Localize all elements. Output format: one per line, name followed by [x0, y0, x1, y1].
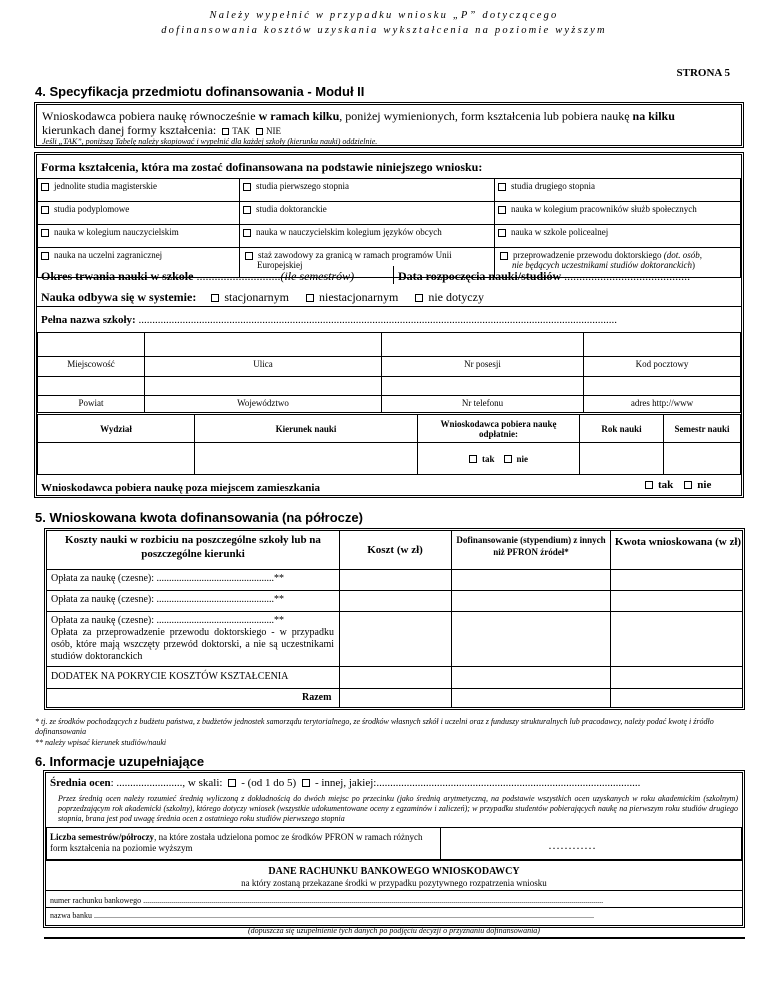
checkbox[interactable] [243, 183, 251, 191]
average-note: Przez średnią ocen należy rozumieć średnią wyliczoną z dokładnością do dwóch miejsc po przecinku (jako średnią arytmetyczną, na podstawie wszystkich ocen uzyskanych w roku akademickim (szkolnym) poprzedzającym rok akademicki (szkolny), którego dotyczy wniosek (wszystkie udokumentowane oceny z egzaminów i zaliczeń); w przypadku studentów pobierających naukę na pierwszym roku studiów drugiego stopnia, brana jest pod uwagę średnia ocen z ostatniego roku studiów pierwszego stopnia [58, 794, 738, 823]
bank-subtitle: na który zostaną przekazane środki w przypadku pozytywnego rozpatrzenia wniosku [241, 878, 547, 888]
fee-row[interactable]: Opłata za naukę (czesne): ...............................................** [51, 573, 284, 584]
section6-title: 6. Informacje uzupełniające [35, 754, 205, 769]
address-label: Nr telefonu [382, 396, 584, 413]
system-stacjonarny-checkbox[interactable] [211, 294, 219, 302]
away-nie-checkbox[interactable] [684, 481, 692, 489]
col-header-cost: Koszt (w zł) [367, 544, 423, 556]
form-options-grid [37, 178, 741, 278]
checkbox[interactable] [498, 183, 506, 191]
col-header-costs: Koszty nauki w rozbiciu na poszczególne szkoły lub na poszczególne kierunki [65, 534, 321, 560]
address-label: adres http://www [584, 396, 741, 413]
average-row[interactable]: Średnia ocen: ........................, w skali: - (od 1 do 5) - innej, jakiej:................................................................................................ [50, 777, 641, 789]
address-label: Województwo [145, 396, 382, 413]
system-niestacjonarny-checkbox[interactable] [306, 294, 314, 302]
form-option[interactable]: nauka w szkole policealnej [495, 225, 741, 248]
form-option[interactable]: przeprowadzenie przewodu doktorskiego (dot. osób, nie będących uczestnikami studiów doktoranckich) [495, 248, 741, 278]
dept-label: Semestr nauki [664, 415, 741, 443]
intro-tak-checkbox[interactable] [222, 128, 229, 135]
checkbox[interactable] [41, 183, 49, 191]
footnote-2: ** należy wpisać kierunek studiów/nauki [35, 738, 167, 747]
form-option[interactable]: nauka na uczelni zagranicznej [38, 248, 240, 278]
away-options: tak nie [645, 479, 711, 491]
form-option[interactable]: nauka w kolegium pracowników służb społecznych [495, 202, 741, 225]
address-grid [37, 332, 741, 413]
semesters-value[interactable]: ………… [548, 838, 596, 852]
system-nie-dotyczy-checkbox[interactable] [415, 294, 423, 302]
intro-nie-checkbox[interactable] [256, 128, 263, 135]
address-label: Miejscowość [38, 357, 145, 377]
away-label: Wnioskodawca pobiera naukę poza miejscem zamieszkania [41, 482, 320, 494]
checkbox[interactable] [498, 206, 506, 214]
address-label: Powiat [38, 396, 145, 413]
start-date-field[interactable]: Data rozpoczęcia nauki/studiów .......................................... [398, 269, 691, 283]
footnote-1: * tj. ze środków pochodzących z budżetu państwa, z budżetów jednostek samorządu terytorialnego, ze środków własnych szkół i uczelni oraz z funduszy strukturalnych lub pracodawcy, należy podać kwotę i źródło dofinansowania [35, 717, 714, 736]
paid-nie-checkbox[interactable] [504, 455, 512, 463]
address-label: Nr posesji [382, 357, 584, 377]
total-label: Razem [302, 692, 332, 703]
checkbox[interactable] [500, 252, 508, 260]
section4-note: Jeśli „TAK”, poniższą Tabelę należy skopiować i wypełnić dla każdej szkoły (kierunku nauki) oddzielnie. [42, 137, 378, 146]
form-option[interactable]: jednolite studia magisterskie [38, 179, 240, 202]
section4-title: 4. Specyfikacja przedmiotu dofinansowania - Moduł II [35, 84, 365, 99]
account-number-field[interactable]: numer rachunku bankowego ...................................................................................................................................................................................................................................... [50, 896, 604, 905]
col-header-requested: Kwota wnioskowana (w zł) [614, 536, 742, 548]
col-header-other-funding: Dofinansowanie (stypendium) z innych niż PFRON źródeł* [456, 535, 606, 557]
fee-row-doctoral: Opłata za przeprowadzenie przewodu doktorskiego - w przypadku osób, które mają wszczęty przewód doktorski, a nie są uczestnikami studiów doktoranckich [51, 627, 334, 662]
department-grid [37, 414, 741, 475]
page-number: STRONA 5 [676, 67, 730, 79]
dept-label: Wnioskodawca pobiera naukę odpłatnie: [418, 415, 580, 443]
address-label: Ulica [145, 357, 382, 377]
away-tak-checkbox[interactable] [645, 481, 653, 489]
form-option[interactable]: nauka w kolegium nauczycielskim [38, 225, 240, 248]
dept-label: Rok nauki [580, 415, 664, 443]
address-label: Kod pocztowy [584, 357, 741, 377]
form-option[interactable]: studia drugiego stopnia [495, 179, 741, 202]
dept-label: Wydział [38, 415, 195, 443]
bank-title: DANE RACHUNKU BANKOWEGO WNIOSKODAWCY [268, 866, 520, 877]
section4-intro-box [34, 102, 744, 148]
form-option[interactable]: studia pierwszego stopnia [240, 179, 495, 202]
checkbox[interactable] [243, 206, 251, 214]
system-row: Nauka odbywa się w systemie: stacjonarnym niestacjonarnym nie dotyczy [41, 290, 484, 304]
paid-tak-checkbox[interactable] [469, 455, 477, 463]
checkbox[interactable] [41, 252, 49, 260]
school-name-field[interactable]: Pełna nazwa szkoły: .............................................................................................................................................................................. [41, 314, 617, 326]
form-option[interactable]: studia doktoranckie [240, 202, 495, 225]
scale-other-checkbox[interactable] [302, 779, 310, 787]
fee-row[interactable]: Opłata za naukę (czesne): ...............................................** [51, 594, 284, 605]
bank-note: (dopuszcza się uzupełnienie tych danych po podjęciu decyzji o przyznaniu dofinansowania) [248, 926, 540, 935]
header-line-1: Należy wypełnić w przypadku wniosku „P” dotyczącego [209, 10, 559, 21]
form-option[interactable]: studia podyplomowe [38, 202, 240, 225]
header-line-2: dofinansowania kosztów uzyskania wykształcenia na poziomie wyższym [161, 25, 607, 36]
checkbox[interactable] [41, 229, 49, 237]
fee-row: Opłata za naukę (czesne): ...............................................** [51, 615, 284, 626]
form-option[interactable]: nauka w nauczycielskim kolegium języków obcych [240, 225, 495, 248]
checkbox[interactable] [245, 252, 253, 260]
paid-options: tak nie [418, 443, 580, 475]
form-title: Forma kształcenia, która ma zostać dofinansowana na podstawie niniejszego wniosku: [41, 160, 483, 174]
dept-label: Kierunek nauki [195, 415, 418, 443]
semesters-label: Liczba semestrów/półroczy, na które została udzielona pomoc ze środków PFRON w ramach różnych form kształcenia na poziomie wyższym [50, 832, 423, 853]
section4-intro: Wnioskodawca pobiera naukę równocześnie w ramach kilku, poniżej wymienionych, form kształcenia lub pobiera naukę na kilku kierunkach danej formy kształcenia: TAK NIE [42, 109, 675, 137]
section5-title: 5. Wnioskowana kwota dofinansowania (na półrocze) [35, 510, 363, 525]
scale-1-5-checkbox[interactable] [228, 779, 236, 787]
duration-field[interactable]: Okres trwania nauki w szkole ............................(ile semestrów) [41, 269, 355, 283]
form-option[interactable]: staż zawodowy za granicą w ramach programów Unii Europejskiej [240, 248, 495, 278]
fee-row-allowance: DODATEK NA POKRYCIE KOSZTÓW KSZTAŁCENIA [51, 671, 289, 682]
checkbox[interactable] [41, 206, 49, 214]
checkbox[interactable] [498, 229, 506, 237]
checkbox[interactable] [243, 229, 251, 237]
bank-name-field[interactable]: nazwa banku .......................................................................................................................................................................................................................................................... [50, 911, 594, 920]
